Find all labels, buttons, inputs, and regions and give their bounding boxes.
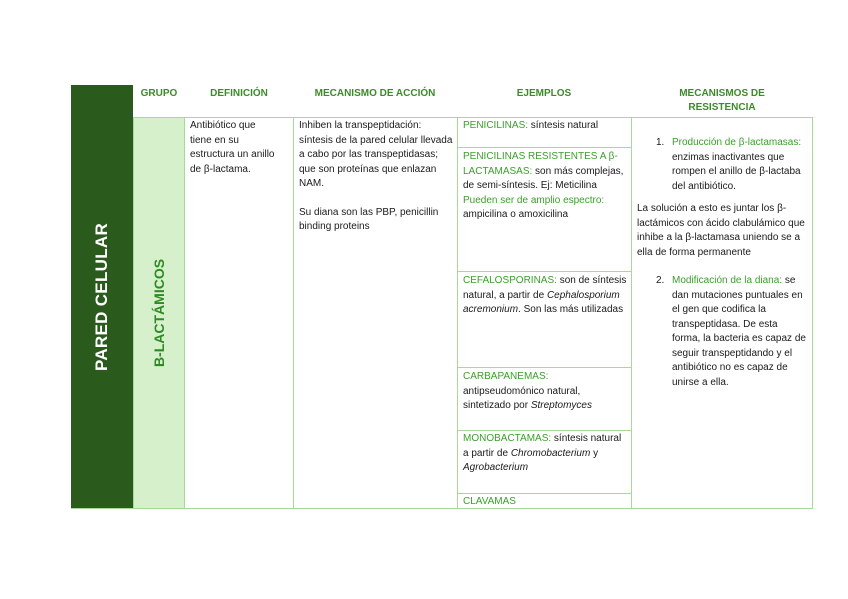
resistencia-item-2 [637, 274, 807, 390]
ej-divider-1 [457, 147, 631, 148]
header-resistencia [631, 86, 813, 116]
ej-resistentes-text: son más complejas, de semi-síntesis. Ej: Meticilina [463, 165, 624, 191]
side-label-panel [71, 85, 133, 509]
ej-monobactamas [463, 432, 627, 476]
ej-cefalosporinas [463, 274, 627, 318]
ej-cefalosporinas-text2: . Son las más utilizadas [518, 304, 624, 315]
grid-bottom [71, 508, 813, 509]
ej-divider-3 [457, 367, 631, 368]
resistencia-item-2-text: se dan mutaciones puntuales en el gen que codifica la transpeptidasa. De esta forma, la bacteria es capaz de seguir transpeptidando y el antibiótico no es capaz de unirse a ella. [672, 275, 806, 388]
grid-col-2 [457, 117, 458, 509]
ej-resistentes [463, 150, 627, 223]
ej-amplio-label: Pueden ser de amplio espectro: [463, 194, 605, 206]
resistencia-para: La solución a esto es juntar los β-lactámicos con ácido clabulámico que inhibe a la β-lactamasa uniendo se a ella de forma permanente [637, 203, 805, 258]
mecanismo-cell [299, 119, 453, 235]
grid-col-1 [293, 117, 294, 509]
ej-carbapanemas-text: antipseudomónico natural, sintetizado por [463, 385, 581, 411]
ej-cefalosporinas-italic: Cephalosporium acremonium [463, 289, 620, 315]
group-cell [133, 117, 185, 509]
ej-clavamas: CLAVAMAS [463, 496, 516, 507]
resistencia-item-1 [637, 136, 807, 194]
ej-monobactamas-italic1: Chromobacterium [510, 447, 591, 459]
header-grupo: GRUPO [140, 88, 178, 99]
header-ejemplos: EJEMPLOS [516, 88, 572, 99]
mecanismo-p2: Su diana son las PBP, penicillin binding proteins [299, 206, 439, 232]
ej-amplio-text: ampicilina o amoxicilina [463, 209, 569, 220]
grid-col-3 [631, 117, 632, 509]
ej-cefalosporinas-label: CEFALOSPORINAS: [463, 275, 557, 286]
ej-monobactamas-italic2: Agrobacterium [463, 462, 529, 473]
ej-monobactamas-label: MONOBACTAMAS: [463, 433, 552, 444]
header-resistencia-line1: MECANISMOS DE [679, 88, 765, 99]
ej-divider-5 [457, 493, 631, 494]
side-label: PARED CELULAR [92, 222, 111, 372]
resistencia-item-1-text: enzimas inactivantes que rompen el anillo de β-lactaba del antibiótico. [672, 151, 801, 192]
ej-carbapanemas-label: CARBAPANEMAS: [463, 371, 549, 382]
ej-monobactamas-text2: y [590, 447, 599, 459]
ej-resistentes-label: PENICILINAS RESISTENTES A β-LACTAMASAS: [463, 151, 618, 177]
grid-col-4 [812, 117, 813, 509]
group-label: B-LACTÁMICOS [151, 258, 167, 368]
resistencia-item-2-label: Modificación de la diana: [672, 275, 783, 286]
ej-cefalosporinas-text1: son de síntesis natural, a partir de [463, 275, 627, 301]
header-definicion: DEFINICIÓN [210, 88, 268, 99]
mecanismo-p1: Inhiben la transpeptidación: síntesis de la pared celular llevada a cabo por las transpeptidasas; que son proteínas que enlazan NAM. [299, 120, 453, 189]
ej-monobactamas-text1: síntesis natural a partir de [463, 433, 622, 459]
grid-top [185, 117, 813, 118]
ej-divider-2 [457, 271, 631, 272]
ej-penicilinas-text: síntesis natural [528, 120, 599, 131]
resistencia-item-1-num: 1. [656, 137, 665, 148]
definicion-text: Antibiótico que tiene en su estructura un anillo de β-lactama. [190, 120, 275, 175]
ej-carbapanemas-italic: Streptomyces [530, 400, 592, 411]
resistencia-cell [637, 136, 807, 390]
ej-carbapanemas [463, 370, 627, 414]
resistencia-item-1-label: Producción de β-lactamasas: [672, 137, 802, 148]
ej-penicilinas [463, 119, 627, 134]
header-resistencia-line2: RESISTENCIA [688, 102, 756, 113]
ej-divider-4 [457, 430, 631, 431]
resistencia-item-2-num: 2. [656, 275, 665, 286]
header-mecanismo: MECANISMO DE ACCIÓN [314, 88, 436, 99]
ej-penicilinas-label: PENICILINAS: [463, 120, 529, 131]
